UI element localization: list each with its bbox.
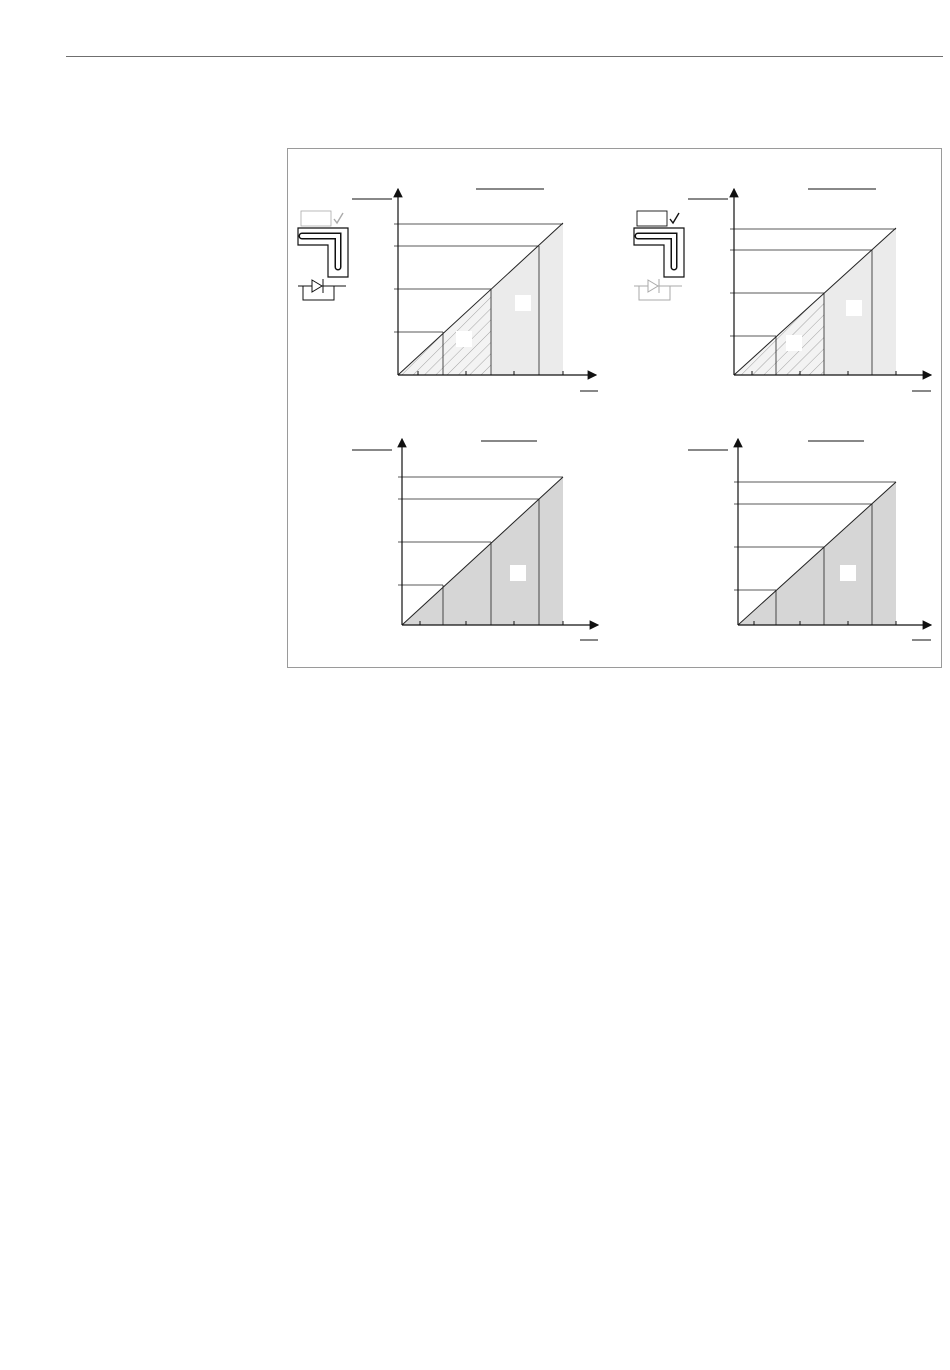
diode-icon bbox=[634, 279, 682, 300]
sensor-shape-icon bbox=[634, 211, 684, 277]
panel-bottom-left bbox=[352, 439, 598, 640]
checkmark-icon bbox=[334, 213, 343, 223]
header-rule bbox=[66, 56, 943, 57]
panel-top-left bbox=[298, 189, 598, 391]
panel-top-right bbox=[634, 189, 931, 391]
checkmark-icon bbox=[670, 213, 679, 223]
panel-bottom-right bbox=[688, 439, 931, 640]
diode-icon bbox=[298, 279, 346, 300]
figure-frame bbox=[287, 148, 942, 668]
diagram-canvas bbox=[288, 149, 943, 669]
sensor-shape-icon bbox=[298, 211, 348, 277]
